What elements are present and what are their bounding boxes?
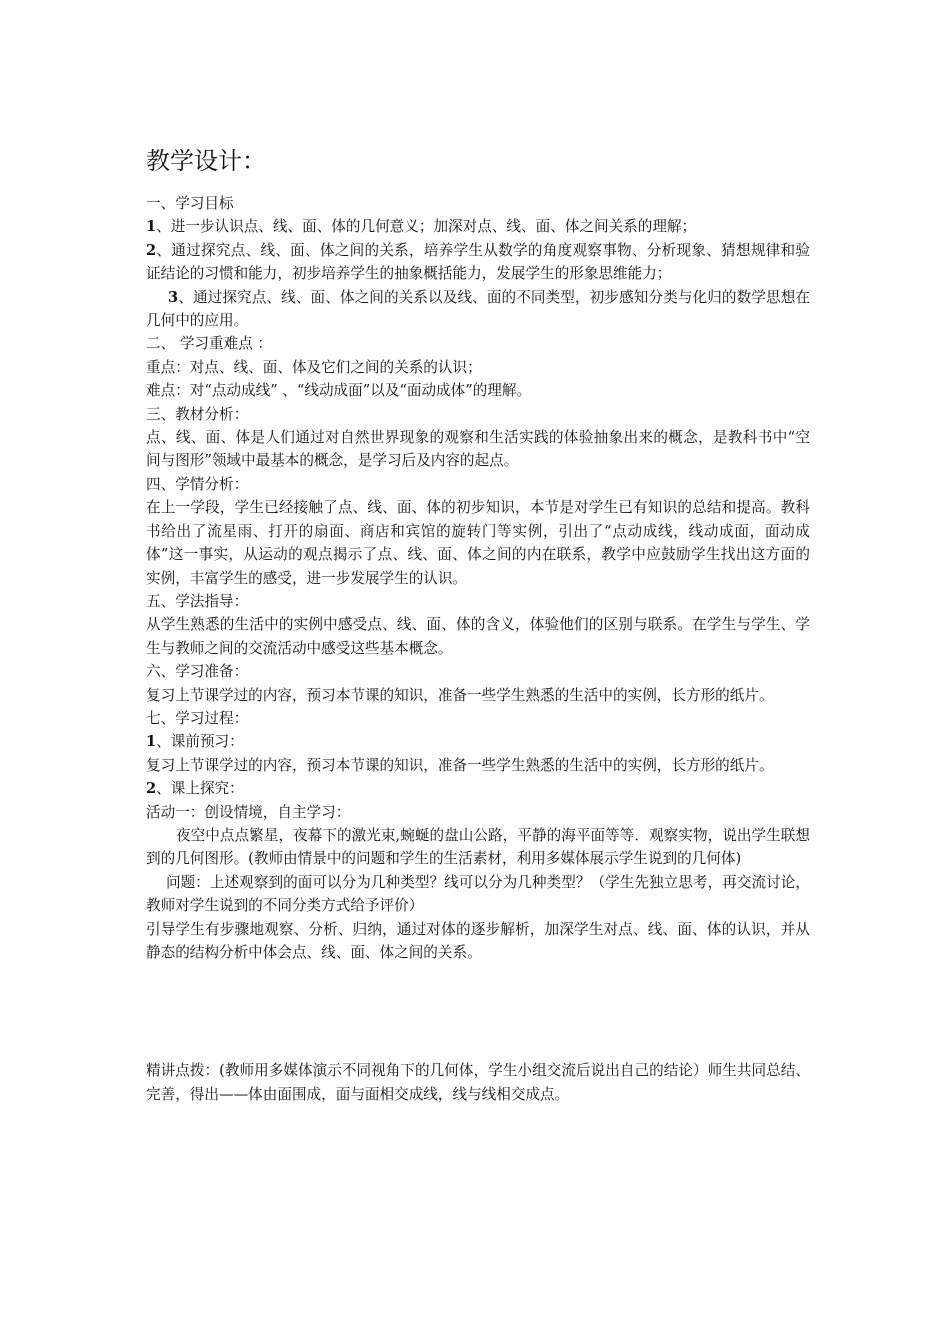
goal-text: 、通过探究点、线、面、体之间的关系，培养学生从数学的角度观察事物、分析现象、猜想规律和验证结论的习惯和能力，初步培养学生的抽象概括能力，发展学生的形象思维能力； [146,241,810,283]
step-title: 、课上探究： [156,780,244,798]
activity-1-text: 夜空中点点繁星，夜幕下的激光束,蜿蜒的盘山公路，平静的海平面等等．观察实物，说出学生联想到的几何图形。(教师由情景中的问题和学生的生活素材，利用多媒体展示学生说到的几何体) [146,826,810,868]
guide-text: 引导学生有步骤地观察、分析、归纳，通过对体的逐步解析，加深学生对点、线、面、体的认识，并从静态的结构分析中体会点、线、面、体之间的关系。 [146,920,810,961]
process-step-2 [146,777,810,800]
goal-item-1 [146,215,810,238]
step-1-text: 复习上节课学过的内容，预习本节课的知识，准备一些学生熟悉的生活中的实例，长方形的纸片。 [146,756,774,774]
process-step-1 [146,730,810,753]
goal-item-3 [146,286,810,333]
process-heading: 七、学习过程： [146,709,249,727]
preparation-heading: 六、学习准备： [146,663,249,681]
goal-text: 、通过探究点、线、面、体之间的关系以及线、面的不同类型，初步感知分类与化归的数学思想在几何中的应用。 [146,288,810,330]
step-title: 、课前预习： [156,733,244,751]
material-text: 点、线、面、体是人们通过对自然世界现象的观察和生活实践的体验抽象出来的概念，是教科书中“空间与图形”领域中最基本的概念，是学习后及内容的起点。 [146,429,810,470]
goal-number: 2 [146,241,157,259]
spacer [146,964,810,1059]
goal-text: 、进一步认识点、线、面、体的几何意义；加深对点、线、面、体之间关系的理解； [156,218,697,236]
goal-number: 1 [146,218,157,236]
method-heading: 五、学法指导： [146,592,249,610]
material-heading: 三、教材分析： [146,405,249,423]
students-heading: 四、学情分析： [146,475,249,493]
question-text: 问题：上述观察到的面可以分为几种类型？线可以分为几种类型？（学生先独立思考，再交流讨论，教师对学生说到的不同分类方式给予评价） [146,873,810,915]
key-point-focus: 重点：对点、线、面、体及它们之间的关系的认识； [146,358,482,376]
method-text: 从学生熟悉的生活中的实例中感受点、线、面、体的含义，体验他们的区别与联系。在学生与学生、学生与教师之间的交流活动中感受这些基本概念。 [146,616,810,657]
activity-1-heading: 活动一：创设情境，自主学习： [146,803,351,821]
document-body [146,192,810,1106]
key-points-heading: 二、 学习重难点 ： [146,335,273,353]
preparation-text: 复习上节课学过的内容，预习本节课的知识，准备一些学生熟悉的生活中的实例，长方形的纸片。 [146,686,774,704]
step-number: 1 [146,733,157,751]
page-title: 教学设计： [146,147,266,175]
students-text: 在上一学段，学生已经接触了点、线、面、体的初步知识，本节是对学生已有知识的总结和提高。教科书给出了流星雨、打开的扇面、商店和宾馆的旋转门等实例，引出了“点动成线，线动成面，面动成体”这一事实，从运动的观点揭示了点、线、面、体之间的内在联系，教学中应鼓励学生找出这方面的实例，丰富学生的感受，进一步发展学生的认识。 [146,499,810,587]
key-point-difficulty: 难点：对“点动成线” 、“线动成面”以及“面动成体”的理解。 [146,382,532,400]
goals-heading: 一、学习目标 [146,195,234,212]
summary-text: 精讲点拨：(教师用多媒体演示不同视角下的几何体，学生小组交流后说出自己的结论）师生共同总结、完善，得出——体由面围成，面与面相交成线，线与线相交成点。 [146,1062,810,1103]
goal-number: 3 [168,288,179,306]
goal-item-2 [146,239,810,286]
step-number: 2 [146,780,157,798]
